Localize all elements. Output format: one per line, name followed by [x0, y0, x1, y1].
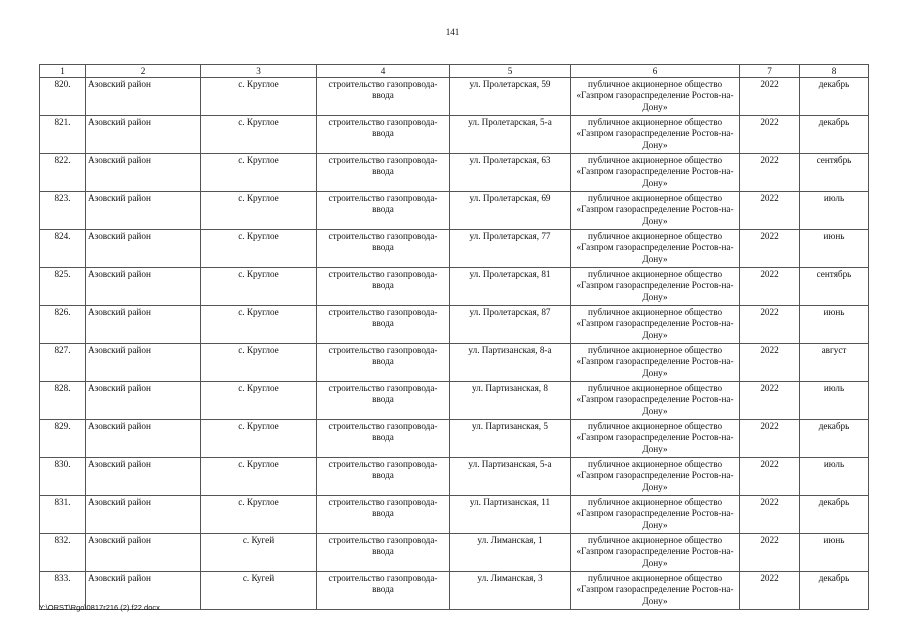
- address-cell: ул. Партизанская, 5: [450, 420, 571, 458]
- work-type-cell: строительство газопровода-ввода: [317, 192, 450, 230]
- row-number-cell: 831.: [40, 496, 86, 534]
- row-number-cell: 833.: [40, 572, 86, 610]
- address-cell: ул. Партизанская, 8-а: [450, 344, 571, 382]
- column-header: 1: [40, 65, 86, 78]
- table-row: [40, 420, 869, 458]
- address-cell: ул. Партизанская, 11: [450, 496, 571, 534]
- organization-cell: публичное акционерное общество «Газпром газораспределение Ростов-на-Дону»: [571, 116, 740, 154]
- settlement-cell: с. Круглое: [201, 268, 317, 306]
- file-path-footer: Y:\ORST\Rgo\0817r216 (2).f22.docx: [39, 603, 160, 612]
- month-cell: июль: [800, 192, 869, 230]
- month-cell: декабрь: [800, 496, 869, 534]
- table-row: [40, 78, 869, 116]
- district-cell: Азовский район: [86, 78, 201, 116]
- work-type-cell: строительство газопровода-ввода: [317, 572, 450, 610]
- settlement-cell: с. Круглое: [201, 382, 317, 420]
- year-cell: 2022: [740, 534, 800, 572]
- settlement-cell: с. Круглое: [201, 78, 317, 116]
- year-cell: 2022: [740, 344, 800, 382]
- row-number-cell: 822.: [40, 154, 86, 192]
- organization-cell: публичное акционерное общество «Газпром газораспределение Ростов-на-Дону»: [571, 230, 740, 268]
- work-type-cell: строительство газопровода-ввода: [317, 382, 450, 420]
- year-cell: 2022: [740, 382, 800, 420]
- organization-cell: публичное акционерное общество «Газпром газораспределение Ростов-на-Дону»: [571, 192, 740, 230]
- district-cell: Азовский район: [86, 192, 201, 230]
- column-header: 3: [201, 65, 317, 78]
- month-cell: сентябрь: [800, 268, 869, 306]
- row-number-cell: 824.: [40, 230, 86, 268]
- organization-cell: публичное акционерное общество «Газпром газораспределение Ростов-на-Дону»: [571, 458, 740, 496]
- settlement-cell: с. Круглое: [201, 420, 317, 458]
- year-cell: 2022: [740, 154, 800, 192]
- table-row: [40, 268, 869, 306]
- month-cell: июнь: [800, 230, 869, 268]
- settlement-cell: с. Круглое: [201, 496, 317, 534]
- year-cell: 2022: [740, 192, 800, 230]
- address-cell: ул. Пролетарская, 69: [450, 192, 571, 230]
- settlement-cell: с. Круглое: [201, 230, 317, 268]
- page-number: 141: [445, 27, 460, 37]
- address-cell: ул. Пролетарская, 87: [450, 306, 571, 344]
- organization-cell: публичное акционерное общество «Газпром газораспределение Ростов-на-Дону»: [571, 420, 740, 458]
- month-cell: декабрь: [800, 78, 869, 116]
- year-cell: 2022: [740, 116, 800, 154]
- district-cell: Азовский район: [86, 116, 201, 154]
- month-cell: декабрь: [800, 116, 869, 154]
- table-row: [40, 572, 869, 610]
- table-row: [40, 382, 869, 420]
- work-type-cell: строительство газопровода-ввода: [317, 534, 450, 572]
- district-cell: Азовский район: [86, 496, 201, 534]
- settlement-cell: с. Круглое: [201, 192, 317, 230]
- address-cell: ул. Лиманская, 1: [450, 534, 571, 572]
- row-number-cell: 827.: [40, 344, 86, 382]
- year-cell: 2022: [740, 78, 800, 116]
- year-cell: 2022: [740, 420, 800, 458]
- month-cell: июль: [800, 382, 869, 420]
- district-cell: Азовский район: [86, 306, 201, 344]
- work-type-cell: строительство газопровода-ввода: [317, 78, 450, 116]
- table-row: [40, 534, 869, 572]
- table-row: [40, 496, 869, 534]
- settlement-cell: с. Круглое: [201, 344, 317, 382]
- work-type-cell: строительство газопровода-ввода: [317, 420, 450, 458]
- column-header: 7: [740, 65, 800, 78]
- address-cell: ул. Пролетарская, 63: [450, 154, 571, 192]
- settlement-cell: с. Круглое: [201, 116, 317, 154]
- month-cell: август: [800, 344, 869, 382]
- table-row: [40, 230, 869, 268]
- address-cell: ул. Пролетарская, 81: [450, 268, 571, 306]
- month-cell: сентябрь: [800, 154, 869, 192]
- month-cell: декабрь: [800, 420, 869, 458]
- organization-cell: публичное акционерное общество «Газпром газораспределение Ростов-на-Дону»: [571, 344, 740, 382]
- table-row: [40, 458, 869, 496]
- district-cell: Азовский район: [86, 572, 201, 610]
- work-type-cell: строительство газопровода-ввода: [317, 344, 450, 382]
- year-cell: 2022: [740, 268, 800, 306]
- organization-cell: публичное акционерное общество «Газпром газораспределение Ростов-на-Дону»: [571, 534, 740, 572]
- row-number-cell: 821.: [40, 116, 86, 154]
- settlement-cell: с. Кугей: [201, 534, 317, 572]
- table-row: [40, 192, 869, 230]
- column-header: 2: [86, 65, 201, 78]
- district-cell: Азовский район: [86, 154, 201, 192]
- address-cell: ул. Лиманская, 3: [450, 572, 571, 610]
- row-number-cell: 825.: [40, 268, 86, 306]
- address-cell: ул. Пролетарская, 59: [450, 78, 571, 116]
- organization-cell: публичное акционерное общество «Газпром газораспределение Ростов-на-Дону»: [571, 496, 740, 534]
- address-cell: ул. Партизанская, 5-а: [450, 458, 571, 496]
- table-row: [40, 116, 869, 154]
- row-number-cell: 830.: [40, 458, 86, 496]
- table-row: [40, 344, 869, 382]
- table-row: [40, 154, 869, 192]
- year-cell: 2022: [740, 458, 800, 496]
- column-header: 5: [450, 65, 571, 78]
- district-cell: Азовский район: [86, 458, 201, 496]
- row-number-cell: 823.: [40, 192, 86, 230]
- address-cell: ул. Пролетарская, 77: [450, 230, 571, 268]
- address-cell: ул. Партизанская, 8: [450, 382, 571, 420]
- address-cell: ул. Пролетарская, 5-а: [450, 116, 571, 154]
- work-type-cell: строительство газопровода-ввода: [317, 116, 450, 154]
- table-row: [40, 306, 869, 344]
- year-cell: 2022: [740, 496, 800, 534]
- district-cell: Азовский район: [86, 268, 201, 306]
- district-cell: Азовский район: [86, 382, 201, 420]
- district-cell: Азовский район: [86, 230, 201, 268]
- month-cell: июнь: [800, 534, 869, 572]
- organization-cell: публичное акционерное общество «Газпром газораспределение Ростов-на-Дону»: [571, 154, 740, 192]
- district-cell: Азовский район: [86, 344, 201, 382]
- settlement-cell: с. Круглое: [201, 154, 317, 192]
- row-number-cell: 826.: [40, 306, 86, 344]
- work-type-cell: строительство газопровода-ввода: [317, 154, 450, 192]
- settlement-cell: с. Круглое: [201, 458, 317, 496]
- row-number-cell: 829.: [40, 420, 86, 458]
- month-cell: декабрь: [800, 572, 869, 610]
- work-type-cell: строительство газопровода-ввода: [317, 230, 450, 268]
- organization-cell: публичное акционерное общество «Газпром газораспределение Ростов-на-Дону»: [571, 306, 740, 344]
- table-body: [40, 78, 869, 610]
- organization-cell: публичное акционерное общество «Газпром газораспределение Ростов-на-Дону»: [571, 78, 740, 116]
- row-number-cell: 820.: [40, 78, 86, 116]
- work-type-cell: строительство газопровода-ввода: [317, 458, 450, 496]
- district-cell: Азовский район: [86, 534, 201, 572]
- month-cell: июнь: [800, 306, 869, 344]
- year-cell: 2022: [740, 572, 800, 610]
- work-type-cell: строительство газопровода-ввода: [317, 306, 450, 344]
- work-type-cell: строительство газопровода-ввода: [317, 496, 450, 534]
- settlement-cell: с. Круглое: [201, 306, 317, 344]
- column-header: 4: [317, 65, 450, 78]
- year-cell: 2022: [740, 230, 800, 268]
- column-header: 6: [571, 65, 740, 78]
- settlement-cell: с. Кугей: [201, 572, 317, 610]
- organization-cell: публичное акционерное общество «Газпром газораспределение Ростов-на-Дону»: [571, 268, 740, 306]
- organization-cell: публичное акционерное общество «Газпром газораспределение Ростов-на-Дону»: [571, 572, 740, 610]
- work-type-cell: строительство газопровода-ввода: [317, 268, 450, 306]
- organization-cell: публичное акционерное общество «Газпром газораспределение Ростов-на-Дону»: [571, 382, 740, 420]
- column-header: 8: [800, 65, 869, 78]
- row-number-cell: 828.: [40, 382, 86, 420]
- year-cell: 2022: [740, 306, 800, 344]
- month-cell: июль: [800, 458, 869, 496]
- row-number-cell: 832.: [40, 534, 86, 572]
- column-number-row: [40, 65, 869, 78]
- district-cell: Азовский район: [86, 420, 201, 458]
- registry-table: [39, 64, 869, 610]
